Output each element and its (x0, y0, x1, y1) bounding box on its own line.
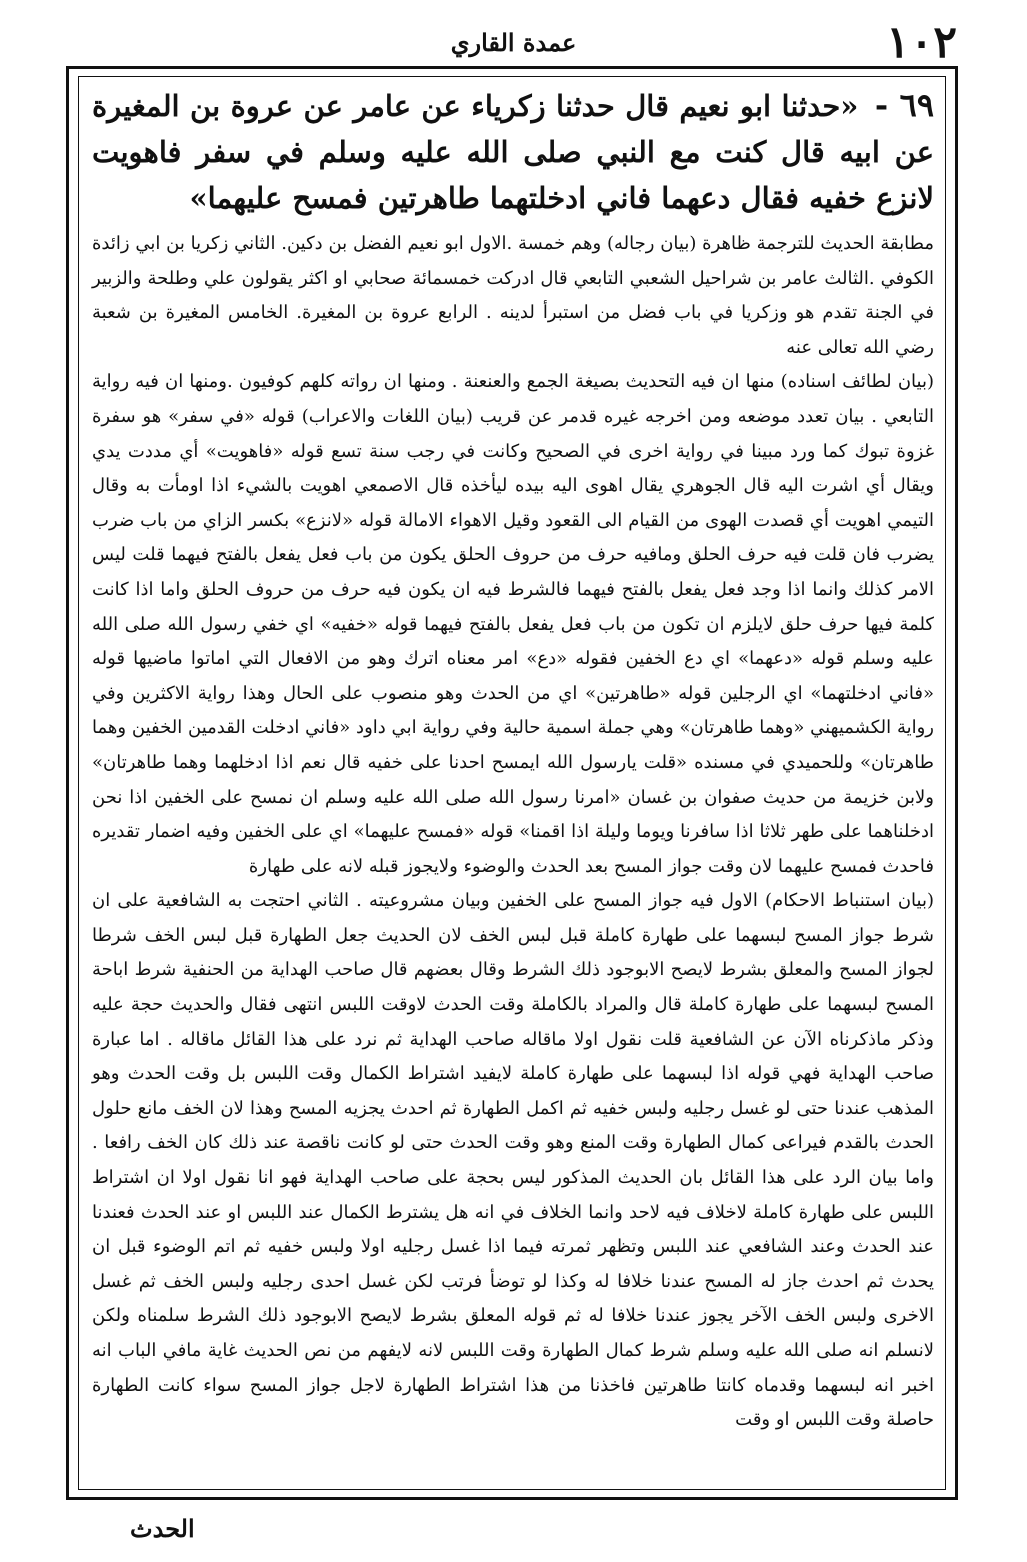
main-text-block (92, 82, 934, 1438)
commentary-paragraph-rulings: (بيان استنباط الاحكام) الاول فيه جواز المسح على الخفين وبيان مشروعيته . الثاني احتجت به الشافعية على ان شرط جواز المسح لبسهما على طهارة كاملة قبل لبس الخف لان الحديث جعل الطهارة قبل لبس الخف شرطا لجواز المسح والمعلق بشرط لايصح الابوجود ذلك الشرط وقال بعضهم قال صاحب الهداية من الحنفية شرط اباحة المسح لبسهما على طهارة كاملة قال والمراد بالكاملة وقت الحدث لاوقت اللبس انتهى فقال والحديث حجة عليه وذكر ماذكرناه الآن عن الشافعية قلت نقول اولا ماقاله صاحب الهداية ثم نرد على هذا القائل ماقاله . اما عبارة صاحب الهداية فهي قوله اذا لبسهما على طهارة كاملة لايفيد اشتراط الكمال وقت اللبس بل وقت الحدث وهو المذهب عندنا حتى لو غسل رجليه ولبس خفيه ثم اكمل الطهارة ثم احدث يجزيه المسح وهذا لان الخف مانع حلول الحدث بالقدم فيراعى كمال الطهارة وقت المنع وهو وقت الحدث حتى لو كانت ناقصة عند ذلك كان الخف رافعا . واما بيان الرد على هذا القائل بان الحديث المذكور ليس بحجة على صاحب الهداية فهو انا نقول اولا ان اشتراط اللبس على طهارة كاملة لاخلاف فيه لاحد وانما الخلاف في انه هل يشترط الكمال عند اللبس او عند الحدث فعندنا عند الحدث وعند الشافعي عند اللبس وتظهر ثمرته فيما اذا غسل رجليه اولا ولبس خفيه ثم اتم الوضوء قبل ان يحدث ثم احدث جاز له المسح عندنا خلافا له وكذا لو توضأ فرتب لكن غسل احدى رجليه ولبس الخف ثم غسل الاخرى ولبس الخف الآخر يجوز عندنا خلافا له ثم قوله المعلق بشرط لايصح الابوجود ذلك الشرط سلمناه ولكن لانسلم انه صلى الله عليه وسلم شرط كمال الطهارة وقت اللبس لانه لايفهم من نص الحديث غاية مافي الباب انه اخبر انه لبسهما وقدماه كانتا طاهرتين فاخذنا من هذا اشتراط الطهارة لاجل جواز المسح سواء كانت الطهارة حاصلة وقت اللبس او وقت (92, 890, 934, 1431)
commentary-paragraph-language: (بيان لطائف اسناده) منها ان فيه التحديث بصيغة الجمع والعنعنة . ومنها ان رواته كلهم كوفيون .ومنها ان فيه رواية التابعي . بيان تعدد موضعه ومن اخرجه غيره قدمر عن قريب (بيان اللغات والاعراب) قوله «في سفر» هو سفرة غزوة تبوك كما ورد مبينا في رواية اخرى في الصحيح وكانت في رجب سنة تسع قوله «فاهويت» أي مددت يدي ويقال أي اشرت اليه قال الجوهري يقال اهوى اليه بيده ليأخذه قال الاصمعي اهويت بالشيء اذا اومأت به وقال التيمي اهويت أي قصدت الهوى من القيام الى القعود وقيل الاهواء الامالة قوله «لانزع» بكسر الزاي من باب ضرب يضرب فان قلت فيه حرف الحلق ومافيه حرف من حروف الحلق يكون من باب فعل يفعل بالفتح فيهما قلت ليس الامر كذلك وانما اذا وجد فعل يفعل بالفتح فيهما فالشرط فيه ان يكون فيه حرف من حروف الحلق واما اذا كانت كلمة فيها حرف حلق لايلزم ان تكون من باب فعل يفعل بالفتح فيهما قوله «خفيه» اي خفي رسول الله صلى الله عليه وسلم قوله «دعهما» اي دع الخفين فقوله «دع» امر معناه اترك وهو من الافعال التي اماتوا ماضيها قوله «فاني ادخلتهما» اي الرجلين قوله «طاهرتين» اي من الحدث وهو منصوب على الحال وهذا رواية الاكثرين وفي رواية الكشميهني «وهما طاهرتان» وهي جملة اسمية حالية وفي رواية ابي داود «فاني ادخلت القدمين الخفين وهما طاهرتان» وللحميدي في مسنده «قلت يارسول الله ايمسح احدنا على خفيه قال نعم اذا ادخلهما وهما طاهرتان» ولابن خزيمة من حديث صفوان بن غسان «امرنا رسول الله صلى الله عليه وسلم ان نمسح على الخفين اذا نحن ادخلناهما على طهر ثلاثا اذا سافرنا ويوما وليلة اذا اقمنا» قوله «فمسح عليهما» اي على الخفين وفيه اضمار تقديره فاحدث فمسح عليهما لان وقت جواز المسح بعد الحدث والوضوء ولايجوز قبله لانه على طهارة (92, 371, 934, 877)
hadith-body: «حدثنا ابو نعيم قال حدثنا زكرياء عن عامر عن عروة بن المغيرة عن ابيه قال كنت مع النبي صلى الله عليه وسلم في سفر فاهويت لانزع خفيه فقال دعهما فاني ادخلتهما طاهرتين فمسح عليهما» (92, 89, 934, 215)
commentary-paragraph-narrators: مطابقة الحديث للترجمة ظاهرة (بيان رجاله) وهم خمسة .الاول ابو نعيم الفضل بن دكين. الثاني زكريا بن ابي زائدة الكوفي .الثالث عامر بن شراحيل الشعبي التابعي قال ادركت خمسمائة صحابي او اكثر يقولون علي وطلحة والزبير في الجنة تقدم هو وزكريا في باب فضل من استبرأ لدينه . الرابع عروة بن المغيرة. الخامس المغيرة بن شعبة رضي الله تعالى عنه (92, 233, 934, 358)
hadith-number: ٦٩ - (874, 86, 934, 124)
footer-catchword: الحدث (130, 1514, 195, 1543)
hadith-text (92, 82, 934, 221)
page-number: ١٠٢ (886, 17, 957, 68)
running-title: عمدة القاري (450, 28, 577, 57)
page-header (70, 18, 957, 68)
